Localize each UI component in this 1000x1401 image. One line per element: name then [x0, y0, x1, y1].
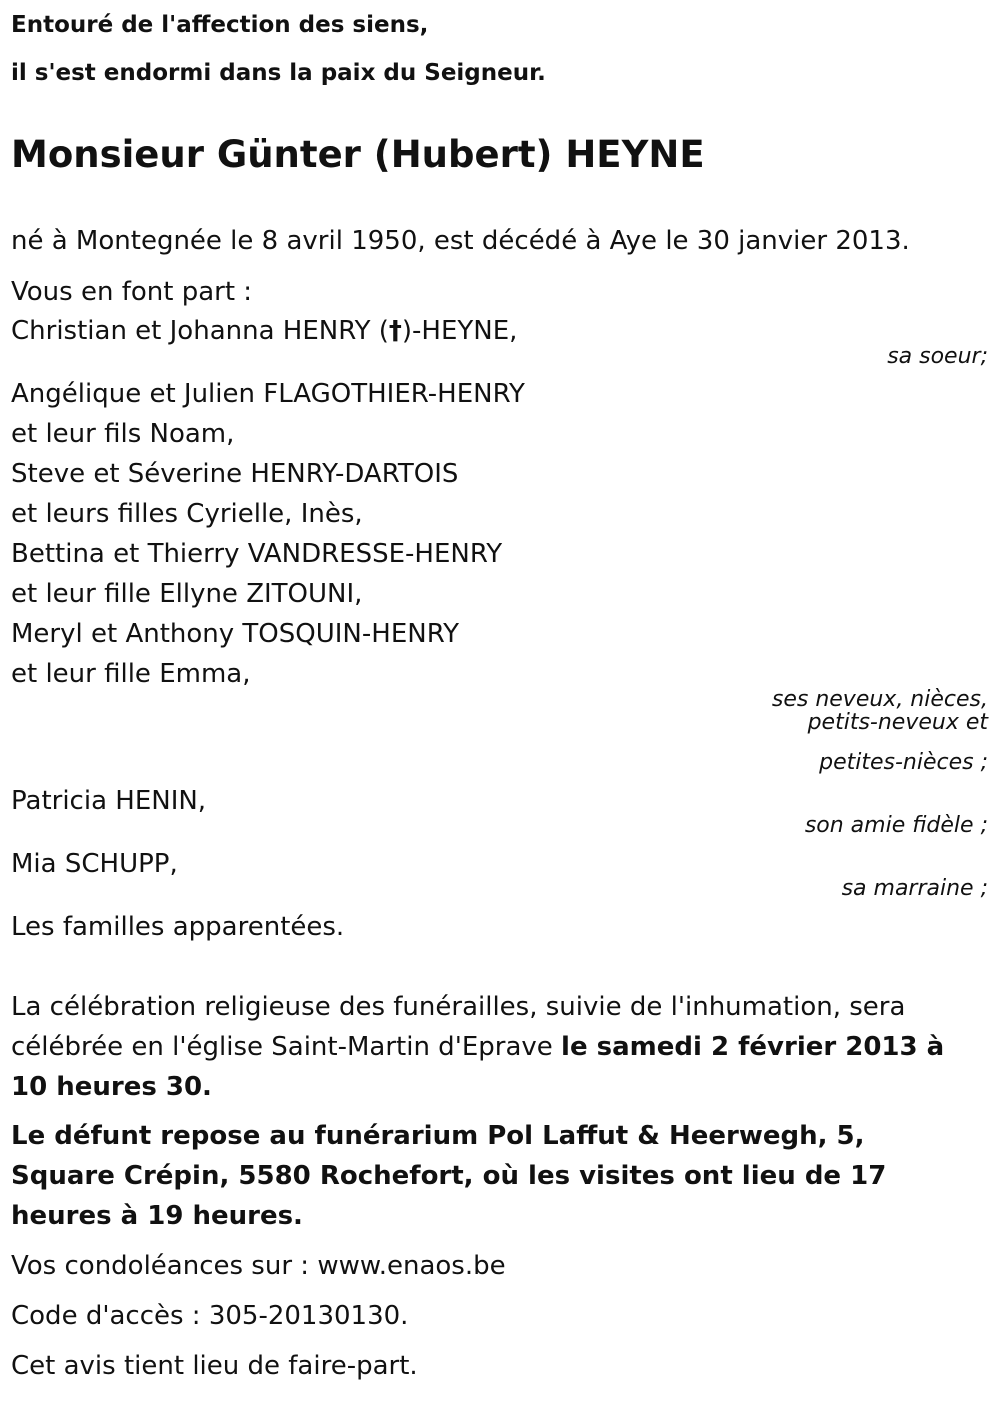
nephew-line: Bettina et Thierry VANDRESSE-HENRY — [11, 539, 503, 569]
nephew-line: et leurs filles Cyrielle, Inès, — [11, 499, 363, 529]
friend-relation: son amie fidèle ; — [804, 813, 988, 838]
godmother-name: Mia SCHUPP, — [11, 849, 178, 879]
birth-death: né à Montegnée le 8 avril 1950, est décédé à Aye le 30 janvier 2013. — [11, 226, 910, 256]
sister-relation: sa soeur; — [887, 344, 988, 369]
ceremony-text: La célébration religieuse des funérailles, suivie de l'inhumation, sera célébrée en l'église Saint-Martin d'Eprave — [11, 992, 906, 1062]
nephews-relation-2: petits-neveux et — [807, 710, 988, 735]
nephew-line: et leur fille Emma, — [11, 659, 251, 689]
godmother-relation: sa marraine ; — [841, 876, 988, 901]
sister-name-start: Christian et Johanna HENRY ( — [11, 316, 389, 346]
nephew-line: Steve et Séverine HENRY-DARTOIS — [11, 459, 459, 489]
nephew-line: et leur fils Noam, — [11, 419, 235, 449]
access-code: Code d'accès : 305-20130130. — [11, 1301, 409, 1331]
nephew-line: et leur fille Ellyne ZITOUNI, — [11, 579, 363, 609]
nephew-line: Meryl et Anthony TOSQUIN-HENRY — [11, 619, 459, 649]
intro-line-1: Entouré de l'affection des siens, — [11, 12, 429, 38]
condolences: Vos condoléances sur : www.enaos.be — [11, 1251, 506, 1281]
friend-name: Patricia HENIN, — [11, 786, 207, 816]
nephews-relation-1: ses neveux, nièces, — [771, 687, 988, 712]
viewing-paragraph: Le défunt repose au funérarium Pol Laffut & Heerwegh, 5, Square Crépin, 5580 Rochefort, où les visites ont lieu de 17 heures à 19 heures. — [11, 1121, 887, 1231]
nephew-line: Angélique et Julien FLAGOTHIER-HENRY — [11, 379, 525, 409]
ceremony-paragraph — [11, 987, 971, 1107]
sister-name — [11, 316, 517, 346]
ceremony-date: le samedi 2 février 2013 à 10 heures 30. — [11, 1032, 945, 1102]
intro-line-2: il s'est endormi dans la paix du Seigneur. — [11, 60, 546, 86]
sister-name-end: )-HEYNE, — [401, 316, 518, 346]
deceased-name: Monsieur Günter (Hubert) HEYNE — [11, 133, 705, 176]
cross-icon: † — [388, 316, 402, 346]
closing: Cet avis tient lieu de faire-part. — [11, 1351, 418, 1381]
nephews-relation-3: petites-nièces ; — [819, 750, 988, 775]
families: Les familles apparentées. — [11, 912, 345, 942]
announcers-label: Vous en font part : — [11, 277, 253, 307]
